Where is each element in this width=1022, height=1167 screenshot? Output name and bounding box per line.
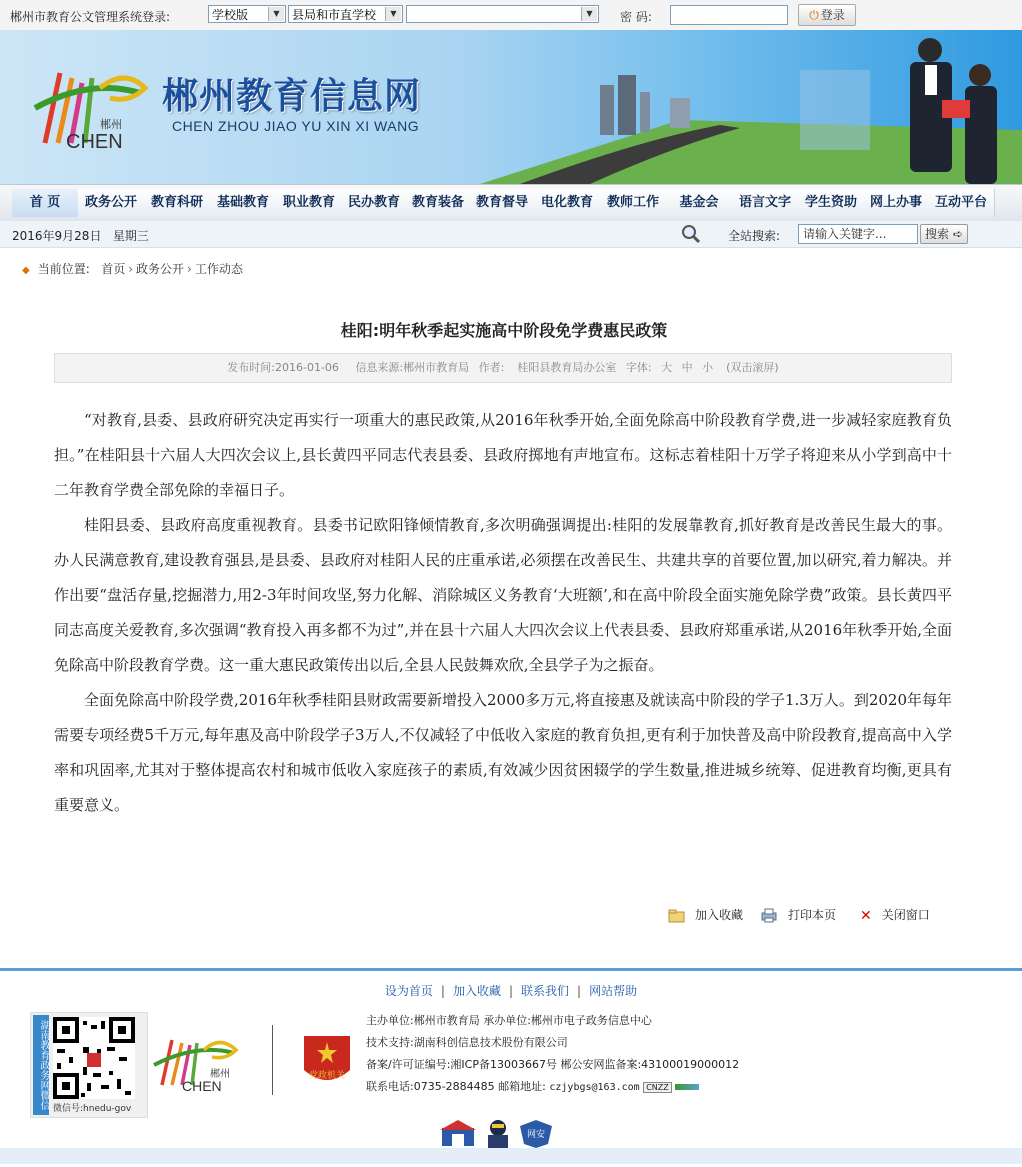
date-text: 2016年9月28日 [12,229,102,243]
nav-label: 政务公开 [84,195,137,210]
nav-label: 学生资助 [804,195,857,210]
site-subtitle: CHEN ZHOU JIAO YU XIN XI WANG [172,118,420,134]
footer-separator: | [440,984,445,998]
login-label: 郴州市教育公文管理系统登录: [10,10,171,24]
article-title: 桂阳:明年秋季起实施高中阶段免学费惠民政策 [340,321,668,340]
close-window-link[interactable] [860,906,930,924]
qr-caption: 微信号:hnedu-gov [53,1104,132,1114]
footer-bottom-bar [0,1148,1022,1164]
nav-item-basic-edu[interactable] [210,189,277,217]
site-title: 郴州教育信息网 [162,76,422,117]
nav-label: 职业教育 [282,195,335,210]
article-paragraph: 全面免除高中阶段学费,2016年秋季桂阳县财政需要新增投入2000多万元,将直接惠及就读高中阶段的学子1.3万人。到2020年每年需要专项经费5千万元,每年惠及高中阶段学子3万人,不仅减轻了中低收入家庭的教育负担,更有利于加快普及高中阶段教育,提高高中入学率和巩固率,尤其对于整体提高农村和城市低收入家庭孩子的素质,有效减少因贫困辍学的学生数量,推进城乡统筹、促进教育均衡,更具有重要意义。 [54,691,952,814]
footer-link-contact[interactable]: 联系我们 [521,984,570,998]
banner-illustration [480,30,1022,184]
breadcrumb [22,260,243,277]
publish-date: 发布时间:2016-01-06 [227,361,339,374]
nav-item-vocational[interactable] [276,189,343,217]
nav-item-gov-affairs[interactable] [78,189,145,217]
weekday-text: 星期三 [112,229,149,243]
breadcrumb-work-news[interactable]: 工作动态 [194,262,243,276]
nav-label: 教师工作 [606,195,659,210]
police-station-icon[interactable] [438,1118,478,1148]
qr-code-icon [53,1017,135,1099]
chevron-down-icon: ▼ [268,7,284,21]
print-label: 打印本页 [788,908,837,922]
magnifier-icon [680,223,702,245]
favorite-label: 加入收藏 [695,908,744,922]
font-medium-link[interactable]: 中 [681,361,693,374]
printer-icon [760,908,778,923]
footer-logo-sub: CHEN [182,1078,222,1094]
info-source: 信息来源:郴州市教育局 [355,361,470,374]
footer-tech: 技术支持:湖南科创信息技术股份有限公司 [366,1036,568,1049]
nav-item-supervision[interactable] [470,189,535,217]
footer-contact [366,1078,699,1094]
footer-icp: 备案/许可证编号:湘ICP备13003667号 郴公安网监备案:43100019000012 [366,1058,740,1071]
nav-label: 网上办事 [869,195,922,210]
footer-logo-text: 郴州 [210,1069,230,1080]
nav-label: 民办教育 [347,195,400,210]
footer-link-homepage[interactable]: 设为首页 [384,984,433,998]
nav-item-interaction[interactable] [928,189,995,217]
footer-link-help[interactable]: 网站帮助 [589,984,638,998]
wechat-qr [30,1012,148,1118]
author-office: 桂阳县教育局办公室 [517,361,617,374]
nav-label: 首 页 [29,195,61,210]
nav-item-private-edu[interactable] [342,189,407,217]
version-select-value: 学校版 [212,8,249,22]
footer-separator: | [577,984,582,998]
unit-type-select[interactable] [288,5,403,23]
login-bar [0,0,1022,31]
nav-item-e-edu[interactable] [534,189,601,217]
cyber-police-icon[interactable] [482,1118,514,1148]
font-small-link[interactable]: 小 [702,361,714,374]
qr-side-label: 湖南教育政务网微信 [33,1015,49,1115]
unit-type-select-value: 县局和市直学校 [292,8,377,22]
login-button-label: 登录 [820,8,845,22]
nav-label: 互动平台 [934,195,987,210]
breadcrumb-prefix: 当前位置: [37,262,90,276]
footer-badges [438,1118,554,1151]
nav-label: 基础教育 [216,195,269,210]
nav-item-foundation[interactable] [666,189,733,217]
close-label: 关闭窗口 [881,908,930,922]
footer-link-favorite[interactable]: 加入收藏 [452,984,501,998]
nav-item-online-services[interactable] [864,189,929,217]
main-nav [0,184,1022,222]
breadcrumb-separator: › [128,262,134,276]
scroll-hint: (双击滚屏) [726,361,779,374]
nav-label: 基金会 [679,195,719,210]
search-input[interactable]: 请输入关键字... [798,224,918,244]
site-logo [30,48,160,158]
nav-label: 教育督导 [475,195,528,210]
nav-item-language[interactable] [732,189,799,217]
footer-contact-text: 联系电话:0735-2884485 邮箱地址: [366,1080,546,1093]
breadcrumb-separator: › [187,262,192,276]
bullet-icon: ◆ [22,265,30,276]
article-body [54,403,952,823]
password-input[interactable] [670,5,788,25]
nav-item-student-aid[interactable] [798,189,865,217]
author-label: 作者: [478,361,505,374]
arrow-right-icon: ➪ [952,227,963,241]
logo-sub: CHEN [66,131,123,153]
chevron-down-icon: ▼ [581,7,597,21]
password-label: 密 码: [620,10,652,24]
search-button[interactable] [920,224,968,244]
font-large-link[interactable]: 大 [661,361,673,374]
login-button[interactable] [798,4,856,26]
logo-text: 郴州 [100,118,122,131]
stats-icon [675,1084,699,1090]
article-paragraph: “对教育,县委、县政府研究决定再实行一项重大的惠民政策,从2016年秋季开始,全面免除高中阶段教育学费,进一步减轻家庭教育负担。”在桂阳县十六届人大四次会议上,县长黄四平同志代表县委、县政府掷地有声地宣布。这标志着桂阳十万学子将迎来从小学到高中十二年教育学费全部免除的幸福日子。 [54,411,952,499]
nav-label: 教育装备 [411,195,464,210]
date-search-bar [0,221,1022,248]
footer-logo [152,1025,272,1100]
nav-item-equipment[interactable] [406,189,471,217]
unit-select[interactable] [406,5,599,23]
breadcrumb-home[interactable]: 首页 [101,262,126,276]
favorite-link[interactable] [668,906,743,923]
nav-label: 电化教育 [540,195,593,210]
footer-divider [272,1025,273,1095]
article-paragraph: 桂阳县委、县政府高度重视教育。县委书记欧阳锋倾情教育,多次明确强调提出:桂阳的发展靠教育,抓好教育是改善民生最大的事。办人民满意教育,建设教育强县,是县委、县政府对桂阳人民的庄重承诺,必须摆在改善民生、共建共享的首要位置,加以研究,着力解决。并作出要“盘活存量,挖掘潜力,用2-3年时间攻坚,努力化解、消除城区义务教育‘大班额’,和在高中阶段全面实施免除学费”政策。县长黄四平同志高度关爱教育,多次强调“教育投入再多都不为过”,并在县十六届人大四次会议上代表县委、县政府郑重承诺,从2016年秋季开始,全面免除高中阶段教育学费。这一重大惠民政策传出以后,全县人民鼓舞欢欣,全县学子为之振奋。 [54,516,952,674]
nav-item-teachers[interactable] [600,189,667,217]
search-label: 全站搜索: [728,229,781,243]
article-meta [54,353,952,383]
font-size-label: 字体: [625,361,652,374]
cnzz-badge[interactable]: CNZZ [643,1082,672,1093]
current-date [12,227,149,244]
wangan-label: 网安 [526,1130,545,1140]
nav-label: 语言文字 [738,195,791,210]
nav-label: 教育科研 [150,195,203,210]
power-icon: ⏻ [809,8,819,22]
header-banner [0,30,1022,184]
footer-separator: | [508,984,514,998]
chevron-down-icon: ▼ [385,7,401,21]
wangan-badge[interactable] [518,1118,554,1148]
footer-links [0,982,1022,999]
print-link[interactable] [760,906,836,923]
breadcrumb-gov-affairs[interactable]: 政务公开 [136,262,185,276]
nav-item-home[interactable] [12,189,79,217]
version-select[interactable] [208,5,286,23]
party-gov-badge[interactable] [300,1030,354,1092]
footer-host: 主办单位:郴州市教育局 承办单位:郴州市电子政务信息中心 [366,1014,652,1027]
close-icon: ✕ [860,907,872,924]
search-button-label: 搜索 [925,227,950,241]
footer-email: czjybgs@163.com [549,1082,640,1093]
folder-star-icon [668,908,685,923]
nav-item-research[interactable] [144,189,211,217]
party-label: 党政机关 [308,1071,346,1081]
